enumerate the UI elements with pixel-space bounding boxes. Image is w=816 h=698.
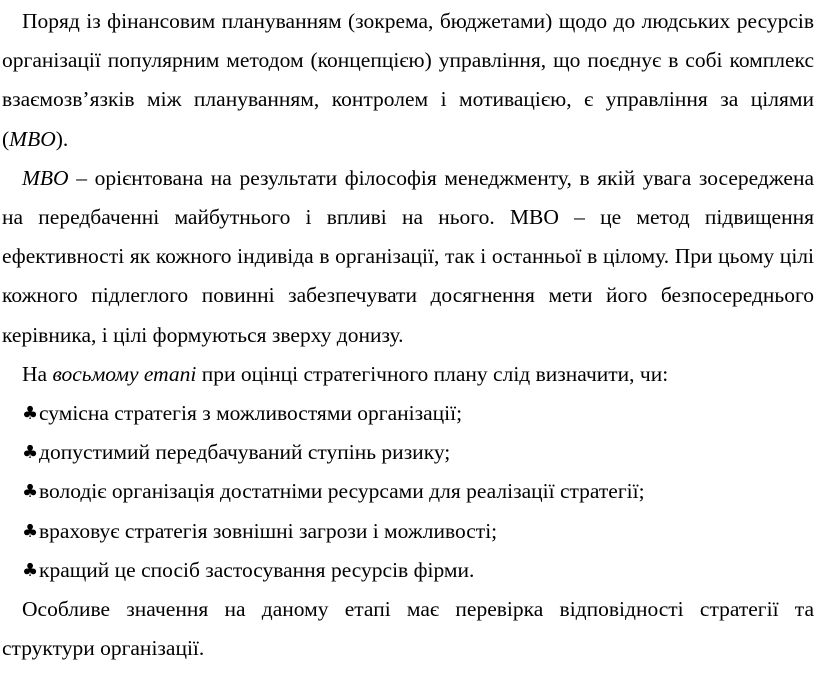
club-bullet-icon: ♣ (22, 442, 39, 464)
club-bullet-icon: ♣ (22, 481, 39, 503)
mbo-term: MBO (22, 165, 69, 190)
list-item-text: сумісна стратегія з можливостями організації; (39, 401, 463, 426)
list-item (2, 394, 814, 433)
list-item (2, 512, 814, 551)
paragraph-mbo-intro-text: Поряд із фінансовим плануванням (зокрема, бюджетами) щодо до людських ресурсів організації популярним методом (концепцією) управління, що поєднує в собі комплекс взаємозв’язків між плануванням, контролем і мотивацією, є управління за цілями ( (2, 9, 814, 151)
paragraph-mbo-definition (2, 159, 814, 355)
paragraph-eighth-stage-start: На (22, 361, 53, 386)
club-bullet-icon: ♣ (22, 559, 39, 581)
paragraph-eighth-stage (2, 355, 814, 394)
paragraph-conclusion-text: Особливе значення на даному етапі має перевірка відповідності стратегії та структури організації. (2, 597, 814, 661)
club-bullet-icon: ♣ (22, 520, 39, 542)
list-item-text: враховує стратегія зовнішні загрози і можливості; (39, 518, 498, 543)
eighth-stage-term: восьмому етапі (52, 361, 197, 386)
paragraph-eighth-stage-end: при оцінці стратегічного плану слід визначити, чи: (196, 361, 669, 386)
paragraph-mbo-intro-end: ). (55, 126, 69, 151)
mbo-abbreviation: MBO (9, 126, 56, 151)
list-item-text: допустимий передбачуваний ступінь ризику; (39, 440, 451, 465)
club-bullet-icon: ♣ (22, 403, 39, 425)
list-item (2, 472, 814, 511)
criteria-list (2, 394, 814, 590)
list-item (2, 551, 814, 590)
list-item-text: кращий це спосіб застосування ресурсів фірми. (39, 557, 475, 582)
list-item (2, 433, 814, 472)
paragraph-mbo-intro (2, 2, 814, 159)
document-page (2, 2, 814, 668)
paragraph-conclusion (2, 590, 814, 668)
paragraph-mbo-definition-text: – орієнтована на результати філософія менеджменту, в якій увага зосереджена на передбаченні майбутнього і впливі на нього. MBO – це метод підвищення ефективності як кожного індивіда в організації, так і останньої в цілому. При цьому цілі кожного підлеглого повинні забезпечувати досягнення мети його безпосереднього керівника, і цілі формуються зверху донизу. (2, 165, 814, 347)
list-item-text: володіє організація достатніми ресурсами для реалізації стратегії; (39, 479, 645, 504)
